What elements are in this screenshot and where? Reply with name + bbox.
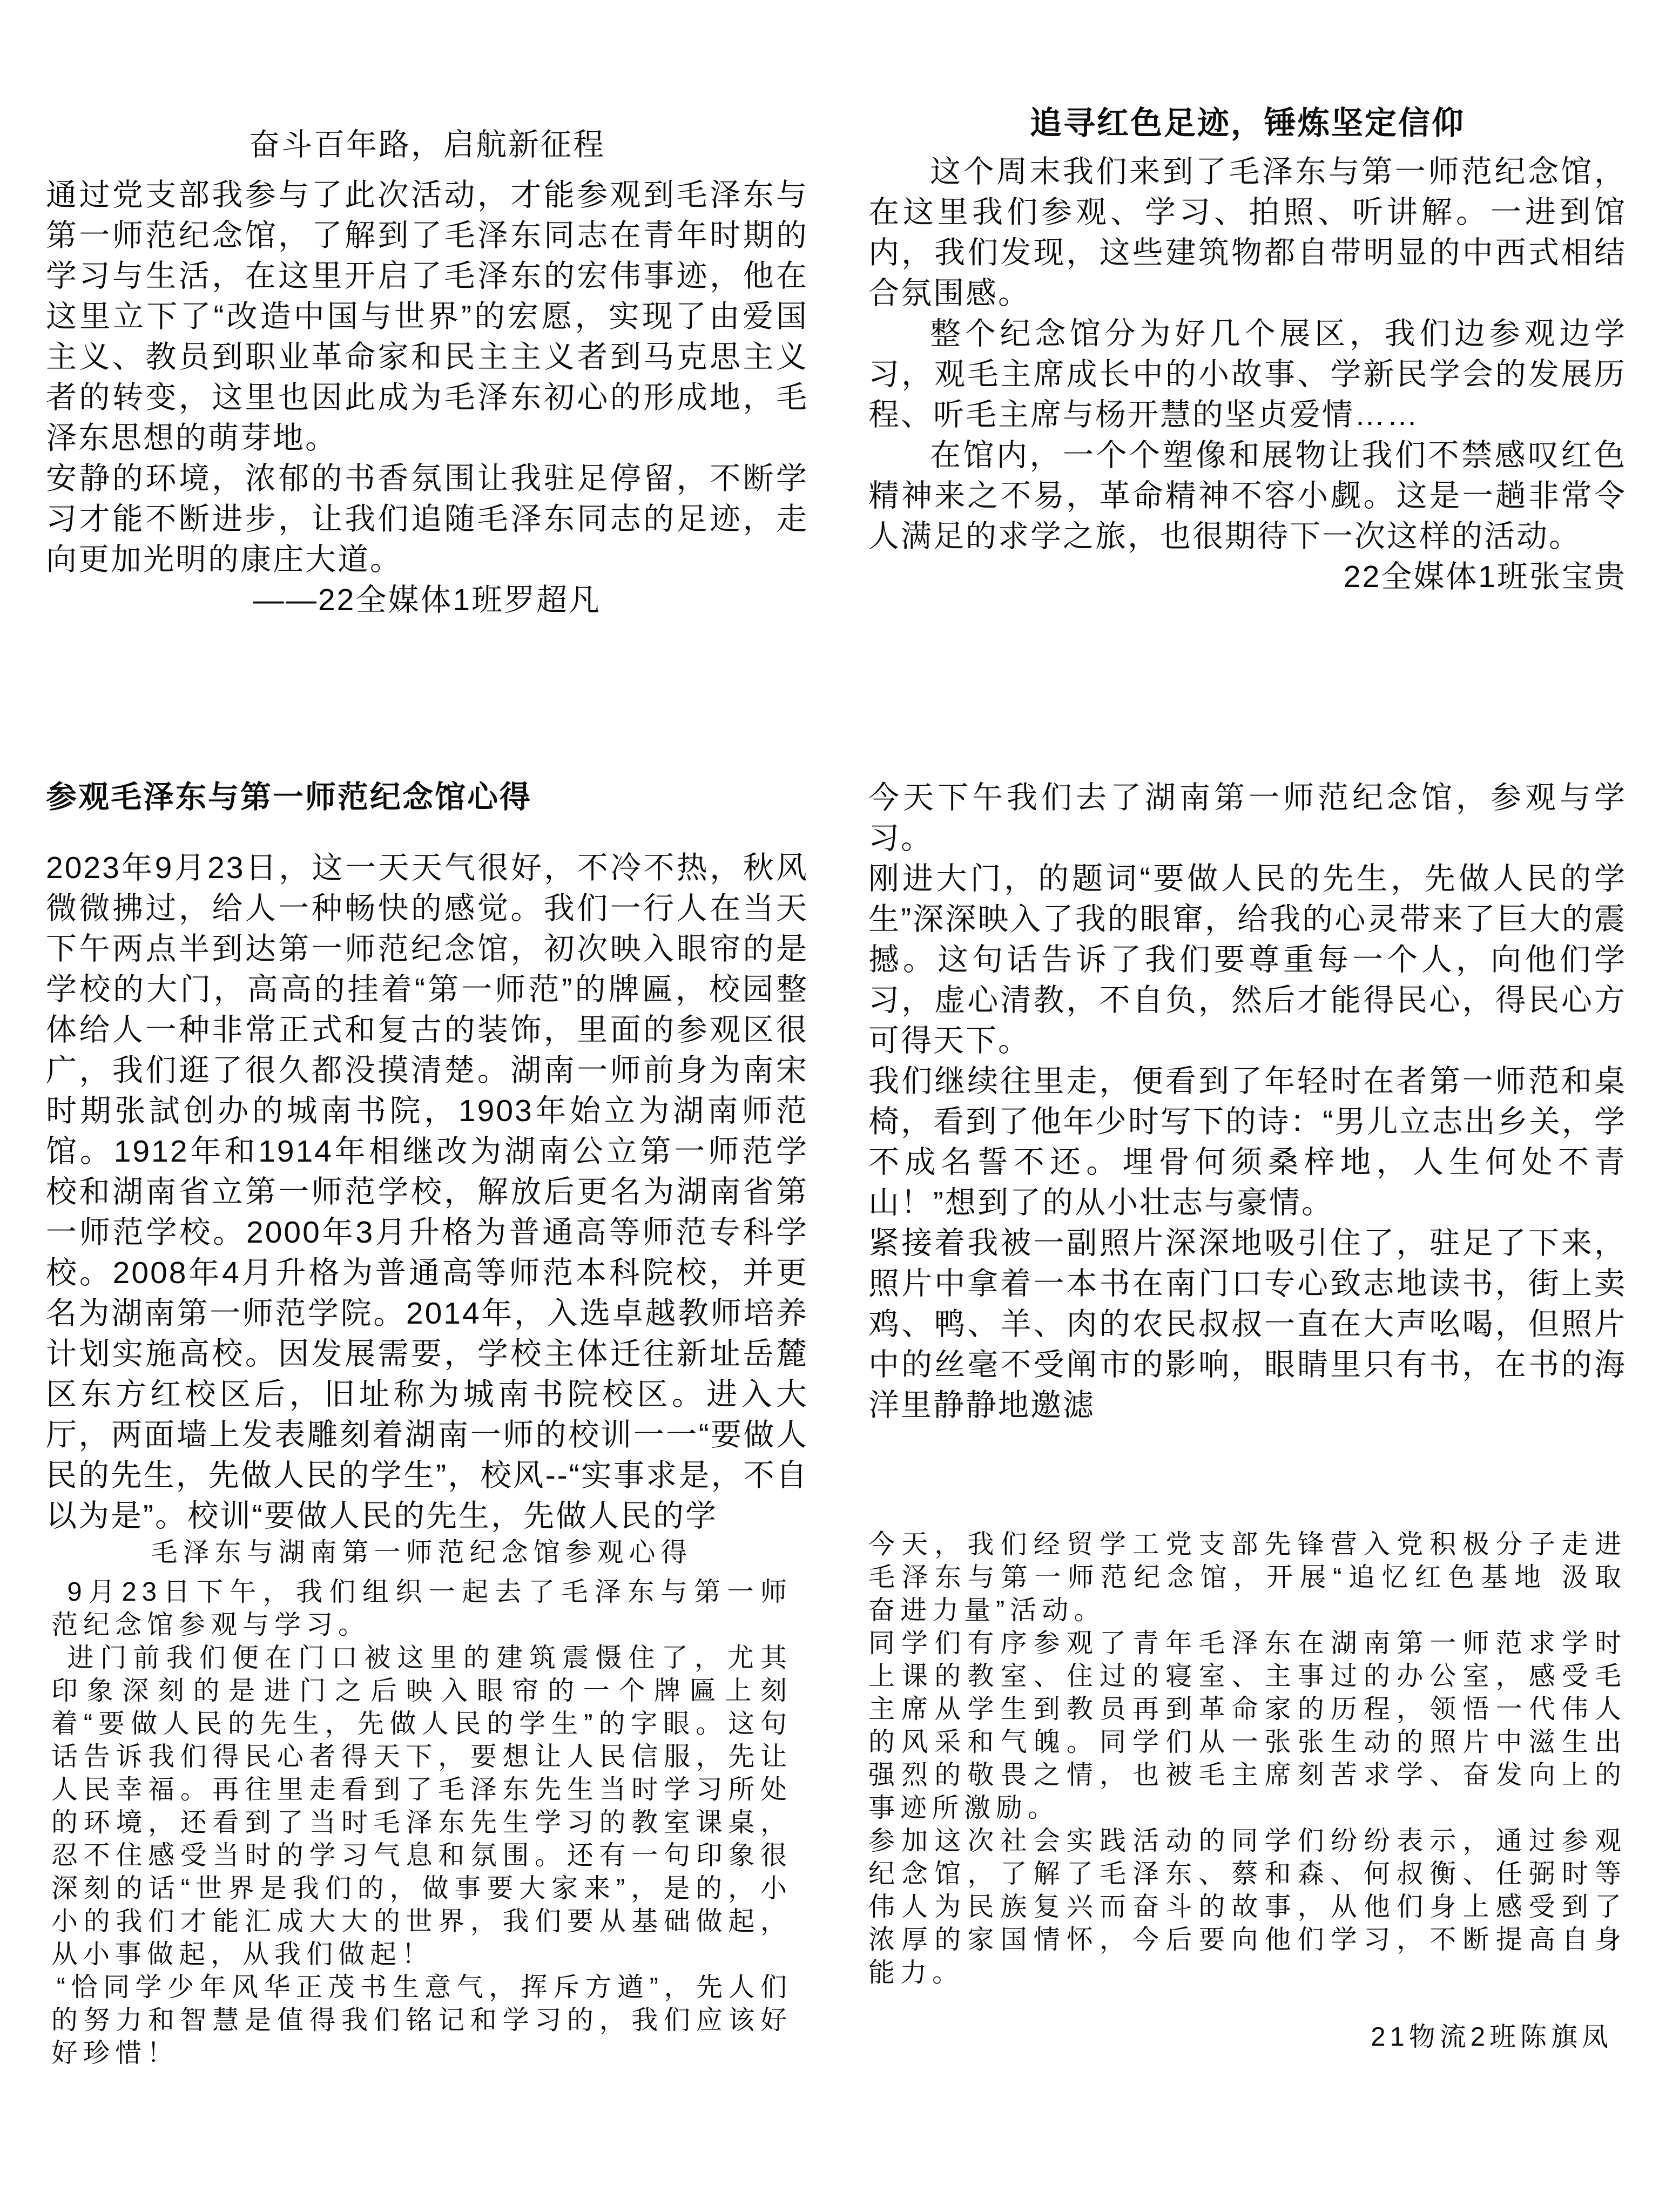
article-paragraph: 进门前我们便在门口被这里的建筑震慑住了，尤其印象深刻的是进门之后映入眼帘的一个牌匾上刻着“要做人民的先生，先做人民的学生”的字眼。这句话告诉我们得民心者得天下，要想让人民信服，先让人民幸福。再往里走看到了毛泽东先生当时学习所处的环境，还看到了当时毛泽东先生学习的教室课桌，忍不住感受当时的学习气息和氛围。还有一句印象很深刻的话“世界是我们的，做事要大家来”，是的，小小的我们才能汇成大大的世界，我们要从基础做起，从小事做起，从我们做起！ [51, 1643, 792, 1969]
article-paragraph: 参加这次社会实践活动的同学们纷纷表示，通过参观纪念馆，了解了毛泽东、蔡和森、何叔衡、任弼时等伟人为民族复兴而奋斗的故事，从他们身上感受到了浓厚的家国情怀，今后要向他们学习，不断提高自身能力。 [868, 1826, 1627, 1987]
article-paragraph: 今天，我们经贸学工党支部先锋营入党积极分子走进毛泽东与第一师范纪念馆，开展“追忆红色基地 汲取奋进力量”活动。 [868, 1530, 1627, 1625]
article-paragraph: 整个纪念馆分为好几个展区，我们边参观边学习，观毛主席成长中的小故事、学新民学会的发展历程、听毛主席与杨开慧的坚贞爱情…… [868, 316, 1627, 432]
article-paragraph: 2023年9月23日，这一天天气很好，不冷不热，秋风微微拂过，给人一种畅快的感觉。我们一行人在当天下午两点半到达第一师范纪念馆，初次映入眼帘的是学校的大门，高高的挂着“第一师范”的牌匾，校园整体给人一种非常正式和复古的装饰，里面的参观区很广，我们逛了很久都没摸清楚。湖南一师前身为南宋时期张試创办的城南书院，1903年始立为湖南师范馆。1912年和1914年相继改为湖南公立第一师范学校和湖南省立第一师范学校，解放后更名为湖南省第一师范学校。2000年3月升格为普通高等师范专科学校。2008年4月升格为普通高等师范本科院校，并更名为湖南第一师范学院。2014年，入选卓越教师培养计划实施高校。因发展需要，学校主体迁往新址岳麓区东方红校区后，旧址称为城南书院校区。进入大厅，两面墙上发表雕刻着湖南一师的校训一一“要做人民的先生，先做人民的学生”，校风--“实事求是，不自以为是”。校训“要做人民的先生，先做人民的学 [46, 851, 808, 1533]
article-title: 奋斗百年路，启航新征程 [249, 127, 605, 162]
article-paragraph: 我们继续往里走，便看到了年轻时在者第一师范和桌椅，看到了他年少时写下的诗：“男儿立志出乡关，学不成名誓不还。埋骨何须桑梓地，人生何处不青山！”想到了的从小壮志与豪情。 [868, 1064, 1627, 1220]
article-paragraph: 今天下午我们去了湖南第一师范纪念馆，参观与学习。 [868, 780, 1627, 855]
article-paragraph: 同学们有序参观了青年毛泽东在湖南第一师范求学时上课的教室、住过的寝室、主事过的办公室，感受毛主席从学生到教员再到革命家的历程，领悟一代伟人的风采和气魄。同学们从一张张生动的照片中滋生出强烈的敬畏之情，也被毛主席刻苦求学、奋发向上的事迹所激励。 [868, 1629, 1627, 1823]
article-signature: ——22全媒体1班罗超凡 [253, 583, 602, 617]
article-mid-left [46, 772, 808, 1536]
article-paragraph: 紧接着我被一副照片深深地吸引住了，驻足了下来，照片中拿着一本书在南门口专心致志地读书，街上卖鸡、鸭、羊、肉的农民叔叔一直在大声吆喝，但照片中的丝毫不受阐市的影响，眼睛里只有书，在书的海洋里静静地邀滤 [868, 1226, 1627, 1422]
article-paragraph: 安静的环境，浓郁的书香氛围让我驻足停留，不断学习才能不断进步，让我们追随毛泽东同志的足迹，走向更加光明的康庄大道。 [46, 461, 808, 577]
article-paragraph: 刚进大门，的题词“要做人民的先生，先做人民的学生”深深映入了我的眼窜，给我的心灵带来了巨大的震撼。这句话告诉了我们要尊重每一个人，向他们学习，虚心清教，不自负，然后才能得民心，得民心方可得天下。 [868, 861, 1627, 1058]
article-signature: 22全媒体1班张宝贵 [1343, 559, 1627, 594]
article-paragraph: 通过党支部我参与了此次活动，才能参观到毛泽东与第一师范纪念馆，了解到了毛泽东同志在青年时期的学习与生活，在这里开启了毛泽东的宏伟事迹，他在这里立下了“改造中国与世界”的宏愿，实现了由爱国主义、教员到职业革命家和民主主义者到马克思主义者的转变，这里也因此成为毛泽东初心的形成地，毛泽东思想的萌芽地。 [46, 178, 808, 455]
article-signature: 21物流2班陈旗凤 [1371, 2022, 1613, 2052]
article-paragraph: 在馆内，一个个塑像和展物让我们不禁感叹红色精神来之不易，革命精神不容小觑。这是一趟非常令人满足的求学之旅，也很期待下一次这样的活动。 [868, 438, 1627, 554]
article-top-left [46, 120, 808, 621]
article-paragraph: 这个周末我们来到了毛泽东与第一师范纪念馆，在这里我们参观、学习、拍照、听讲解。一进到馆内，我们发现，这些建筑物都自带明显的中西式相结合氛围感。 [868, 154, 1627, 311]
article-title: 毛泽东与湖南第一师范纪念馆参观心得 [151, 1538, 693, 1567]
article-paragraph: 9月23日下午，我们组织一起去了毛泽东与第一师范纪念馆参观与学习。 [51, 1577, 792, 1640]
article-paragraph: “恰同学少年风华正茂书生意气，挥斥方遒”，先人们的努力和智慧是值得我们铭记和学习的，我们应该好好珍惜！ [51, 1973, 792, 2068]
article-bottom-left [51, 1532, 792, 2070]
article-mid-right [868, 778, 1627, 1426]
article-title: 追寻红色足迹，锤炼坚定信仰 [1029, 105, 1465, 141]
article-top-right [868, 97, 1627, 597]
article-bottom-right [868, 1528, 1627, 2054]
article-title: 参观毛泽东与第一师范纪念馆心得 [46, 780, 532, 814]
